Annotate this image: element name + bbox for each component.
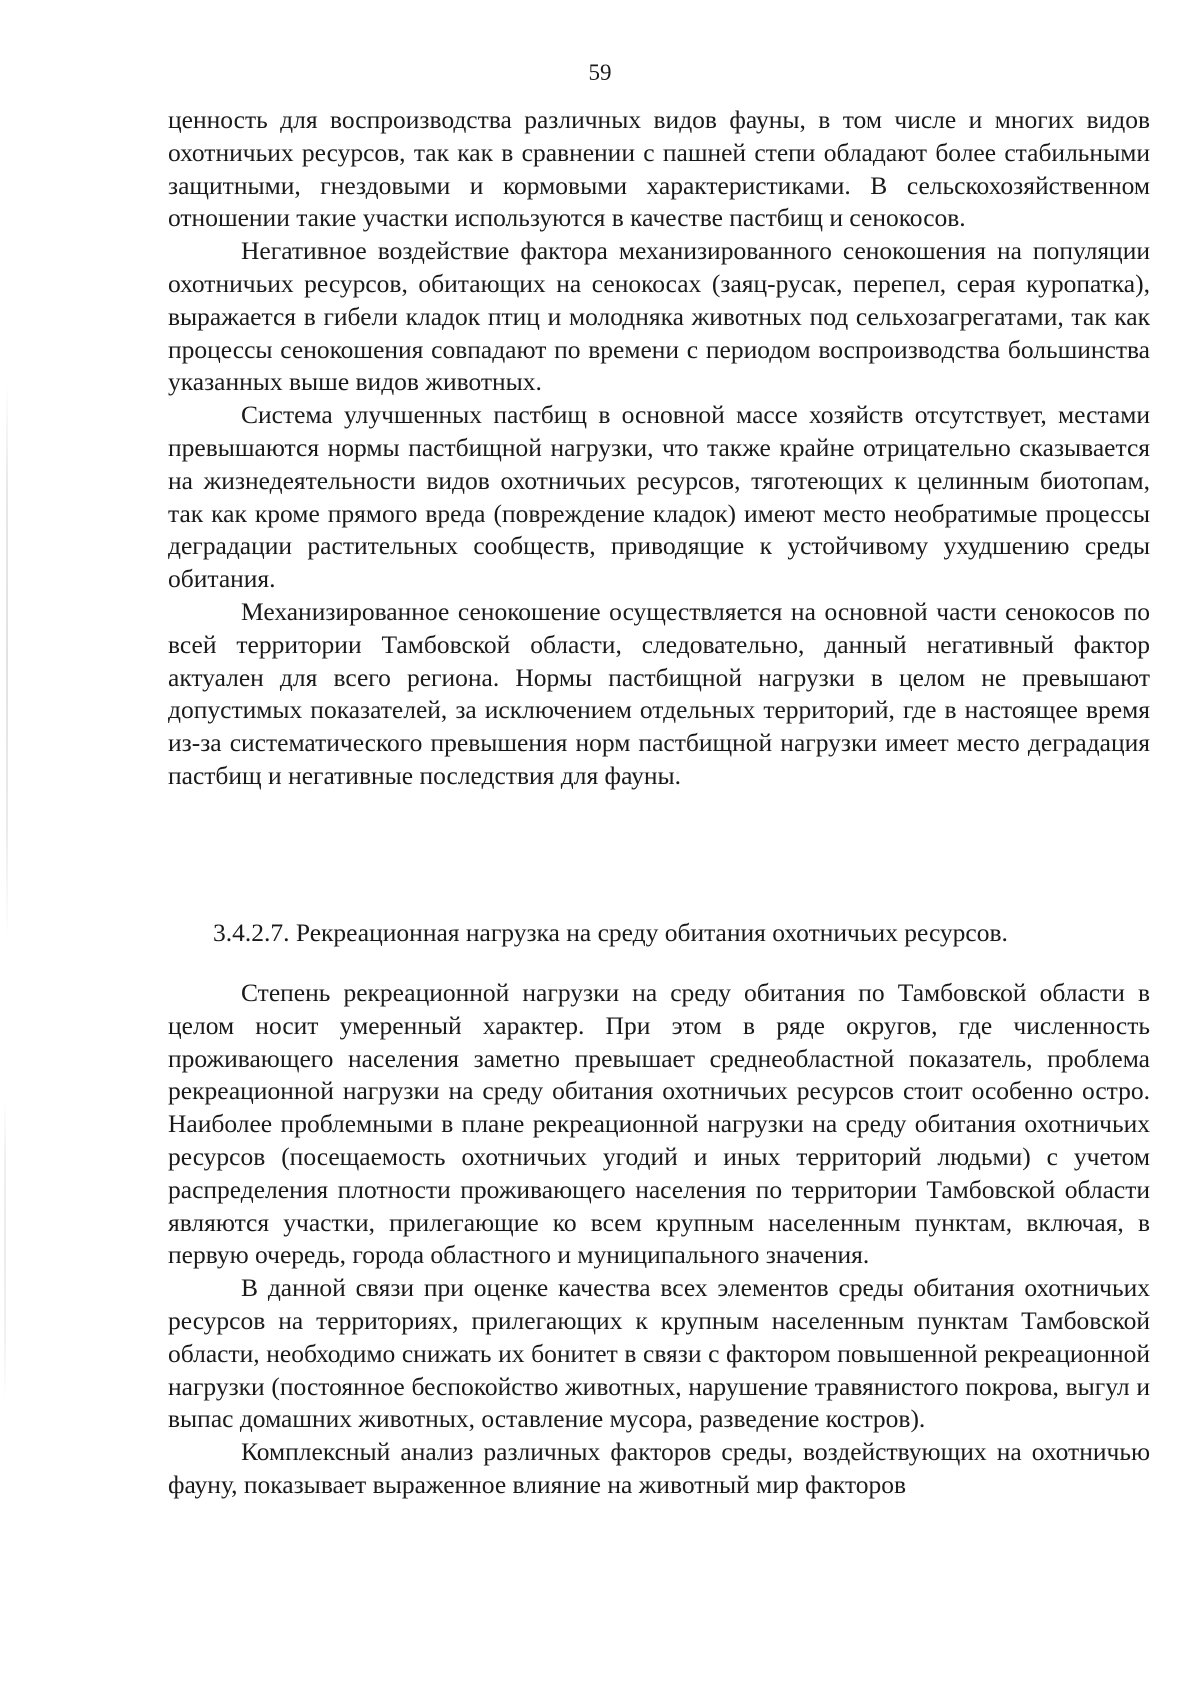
paragraph: ценность для воспроизводства различных видов фауны, в том числе и многих видов охотничьих ресурсов, так как в сравнении с пашней степи обладают более стабильными защитными, гнездовыми и кормовыми характеристиками. В сельскохозяйственном отношении такие участки используются в качестве пастбищ и сенокосов.	[168, 105, 1150, 233]
body-text-bottom	[168, 977, 1150, 1502]
paragraph: Степень рекреационной нагрузки на среду обитания по Тамбовской области в целом носит умеренный характер. При этом в ряде округов, где численность проживающего населения заметно превышает среднеобластной показатель, проблема рекреационной нагрузки на среду обитания охотничьих ресурсов стоит особенно остро. Наиболее проблемными в плане рекреационной нагрузки на среду обитания охотничьих ресурсов (посещаемость охотничьих угодий и иных территорий людьми) с учетом распределения плотности проживающего населения по территории Тамбовской области являются участки, прилегающие ко всем крупным населенным пунктам, включая, в первую очередь, города областного и муниципального значения.	[168, 978, 1150, 1270]
paragraph: Негативное воздействие фактора механизированного сенокошения на популяции охотничьих ресурсов, обитающих на сенокосах (заяц-русак, перепел, серая куропатка), выражается в гибели кладок птиц и молодняка животных под сельхозагрегатами, так как процессы сенокошения совпадают по времени с периодом воспроизводства большинства указанных выше видов животных.	[168, 236, 1150, 397]
page-number: 59	[588, 60, 612, 85]
paragraph: Система улучшенных пастбищ в основной массе хозяйств отсутствует, местами превышаются нормы пастбищной нагрузки, что также крайне отрицательно сказывается на жизнедеятельности видов охотничьих ресурсов, тяготеющих к целинным биотопам, так как кроме прямого вреда (повреждение кладок) имеют место необратимые процессы деградации растительных сообществ, приводящие к устойчивому ухудшению среды обитания.	[168, 400, 1150, 594]
paragraph: Механизированное сенокошение осуществляется на основной части сенокосов по всей территории Тамбовской области, следовательно, данный негативный фактор актуален для всего региона. Нормы пастбищной нагрузки в целом не превышают допустимых показателей, за исключением отдельных территорий, где в настоящее время из-за систематического превышения норм пастбищной нагрузки имеет место деградация пастбищ и негативные последствия для фауны.	[168, 596, 1150, 790]
scan-edge-artifact	[6, 380, 8, 940]
paragraph: В данной связи при оценке качества всех элементов среды обитания охотничьих ресурсов на территориях, прилегающих к крупным населенным пунктам Тамбовской области, необходимо снижать их бонитет в связи с фактором повышенной рекреационной нагрузки (постоянное беспокойство животных, нарушение травянистого покрова, выгул и выпас домашних животных, оставление мусора, разведение костров).	[168, 1273, 1150, 1434]
paragraph: Комплексный анализ различных факторов среды, воздействующих на охотничью фауну, показывает выраженное влияние на животный мир факторов	[168, 1437, 1150, 1499]
body-text-top	[168, 104, 1150, 793]
scan-edge-artifact	[4, 1100, 6, 1400]
section-heading: 3.4.2.7. Рекреационная нагрузка на среду обитания охотничьих ресурсов.	[213, 918, 1008, 947]
